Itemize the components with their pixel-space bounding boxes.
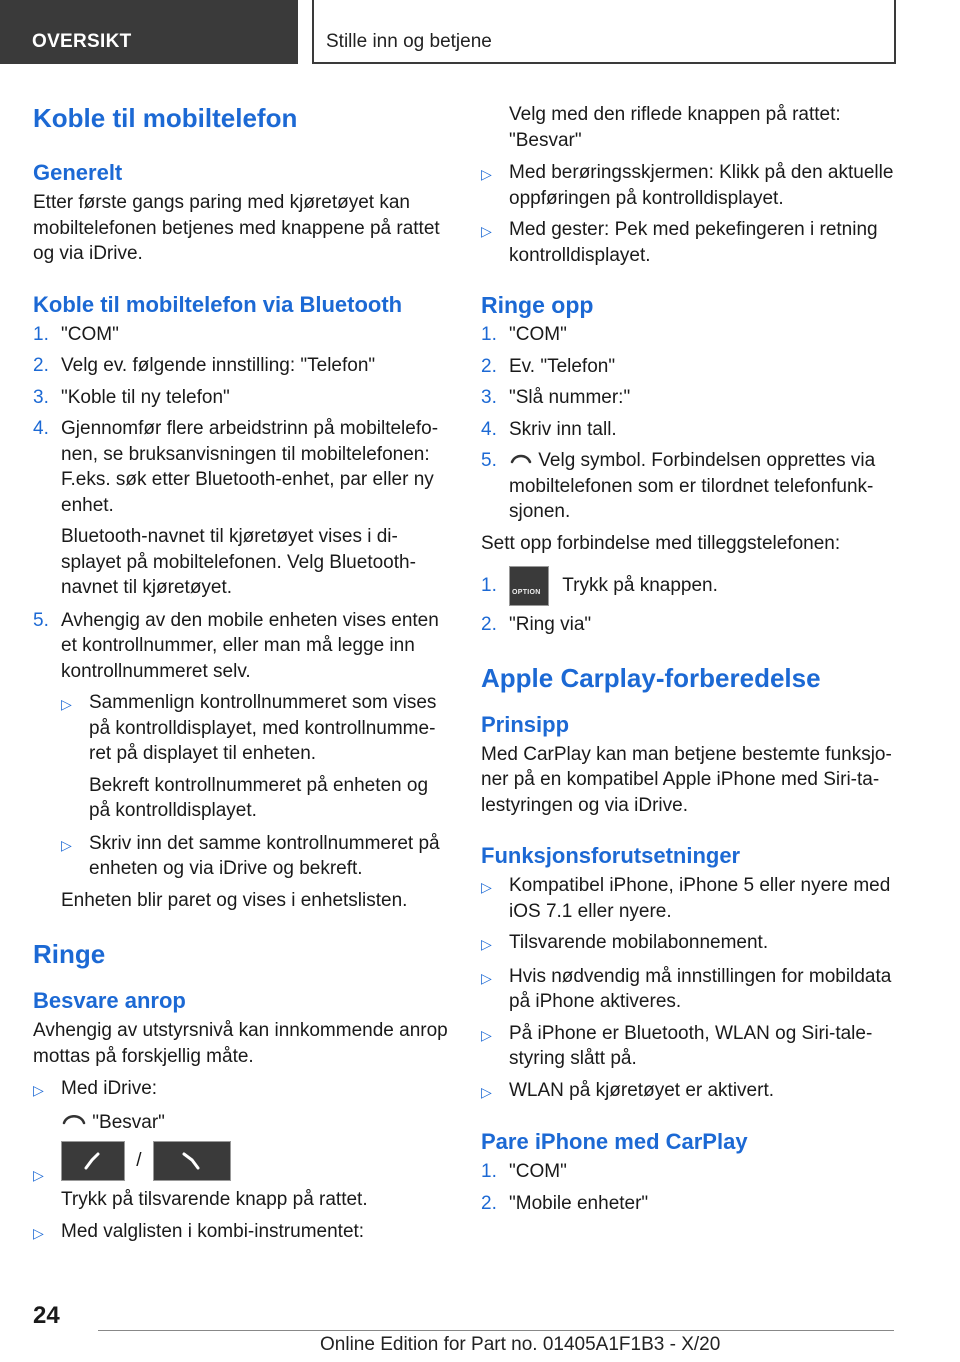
list-item: 1. "COM" (481, 1161, 567, 1182)
end-call-button-icon (153, 1141, 231, 1181)
bullet-item: ▷ Kompatibel iPhone, iPhone 5 eller nyere med iOS 7.1 eller nyere. (481, 875, 891, 922)
heading-ringe-opp: Ringe opp (481, 292, 594, 318)
list-item: 4. Skriv inn tall. (481, 418, 617, 440)
bullet-item: ▷ Tilsvarende mobilabonnement. (481, 932, 769, 953)
footer-divider (98, 1330, 894, 1331)
paragraph-paired: Enheten blir paret og vises i enhetslisten. (61, 889, 408, 911)
list-item: 1. "COM" (33, 323, 119, 345)
bullet-item: ▷ Med gester: Pek med pekefingeren i retning kontrolldisplayet. (481, 219, 878, 266)
heading-besvare-anrop: Besvare anrop (33, 988, 186, 1013)
heading-ringe: Ringe (33, 939, 106, 969)
list-item: 5. Velg symbol. Forbindelsen opprettes via mobiltelefonen som er tilordnet telefonfunksjonen. (481, 450, 876, 522)
bullet-item: ▷ Sammenlign kontrollnummeret som vises på kontrolldisplayet, med kontrollnummeret på displayet til enheten. (61, 692, 437, 764)
paragraph-continued: Velg med den riflede knappen på rattet: "Besvar" (509, 104, 841, 151)
right-column (481, 102, 901, 1222)
bullet-item: ▷ Med valglisten i kombi-instrumentet: (33, 1220, 365, 1242)
heading-generelt: Generelt (33, 160, 123, 185)
list-item: 2. Ev. "Telefon" (481, 355, 616, 377)
list-item: 1. OPTION Trykk på knappen. (481, 566, 901, 606)
phone-icon (509, 450, 533, 471)
heading-prinsipp: Prinsipp (481, 711, 570, 737)
heading-apple-carplay: Apple Carplay-forberedelse (481, 662, 821, 693)
footer-edition: Online Edition for Part no. 01405A1F1B3 - X/20 (320, 1334, 721, 1355)
paragraph-tillegg: Sett opp forbindelse med tilleggstelefonen: (481, 532, 841, 554)
list-item: 5. Avhengig av den mobile enheten vises enten et kontrollnummer, eller man må legge inn kontrollnummeret selv. (33, 609, 439, 682)
bullet-item: ▷ WLAN på kjøretøyet er aktivert. (481, 1079, 775, 1101)
list-item: 2. Velg ev. følgende innstilling: "Telefon" (33, 355, 376, 376)
bullet-note: Bekreft kontrollnummeret på enheten og på kontrolldisplayet. (89, 774, 429, 821)
bullet-item: ▷ På iPhone er Bluetooth, WLAN og Siri-talestyring slått på. (481, 1022, 873, 1069)
heading-koble-til-mobiltelefon: Koble til mobiltelefon (33, 103, 298, 133)
list-item: 4. Gjennomfør flere arbeidstrinn på mobiltelefonen, se bruksanvisningen til mobiltelefonen: F.eks. søk etter Bluetooth-enhet, par eller ny enhet. (33, 418, 439, 516)
heading-funksjonsforutsetninger: Funksjonsforutsetninger (481, 843, 741, 868)
page-header (0, 0, 960, 66)
phone-icon (61, 1112, 92, 1133)
accept-call-button-icon (61, 1141, 125, 1181)
bullet-item: ▷ Hvis nødvendig må innstillingen for mobildata på iPhone aktiveres. (481, 965, 892, 1012)
page-number: 24 (33, 1302, 60, 1329)
left-column (33, 100, 451, 1252)
paragraph-generelt: Etter første gangs paring med kjøretøyet kan mobiltelefonen betjenes med knappene på rattet og via iDrive. (33, 192, 440, 264)
bullet-item: ▷ Med iDrive: (33, 1078, 158, 1099)
bullet-item: ▷ Med berøringsskjermen: Klikk på den aktuelle oppføringen på kontrolldisplayet. (481, 162, 894, 209)
paragraph-besvare: Avhengig av utstyrsnivå kan innkommende anrop mottas på forskjellig måte. (33, 1020, 448, 1067)
list-item: 3. "Slå nummer:" (481, 387, 631, 408)
chapter-title: Stille inn og betjene (312, 0, 896, 64)
idrive-answer: "Besvar" (61, 1110, 451, 1136)
list-item: 3. "Koble til ny telefon" (33, 386, 230, 408)
paragraph-prinsipp: Med CarPlay kan man betjene bestemte funksjoner på en kompatibel Apple iPhone med Siri-talestyringen og via iDrive. (481, 743, 892, 816)
section-tab-overview: OVERSIKT (0, 0, 298, 64)
heading-bluetooth: Koble til mobiltelefon via Bluetooth (33, 291, 403, 317)
heading-pare-iphone: Pare iPhone med CarPlay (481, 1129, 748, 1154)
option-button-icon: OPTION (509, 566, 549, 606)
list-item: 1. "COM" (481, 324, 567, 345)
list-item: 2. "Mobile enheter" (481, 1192, 649, 1214)
step-note: Bluetooth-navnet til kjøretøyet vises i displayet på mobiltelefonen. Velg Bluetooth-navnet til kjøretøyet. (61, 526, 416, 598)
list-item: 2. "Ring via" (481, 614, 592, 635)
bullet-item: ▷ Skriv inn det samme kontrollnummeret på enheten og via iDrive og bekreft. (61, 832, 440, 879)
bullet-item: ▷ / Trykk på tilsvarende knapp på rattet. (33, 1141, 451, 1213)
